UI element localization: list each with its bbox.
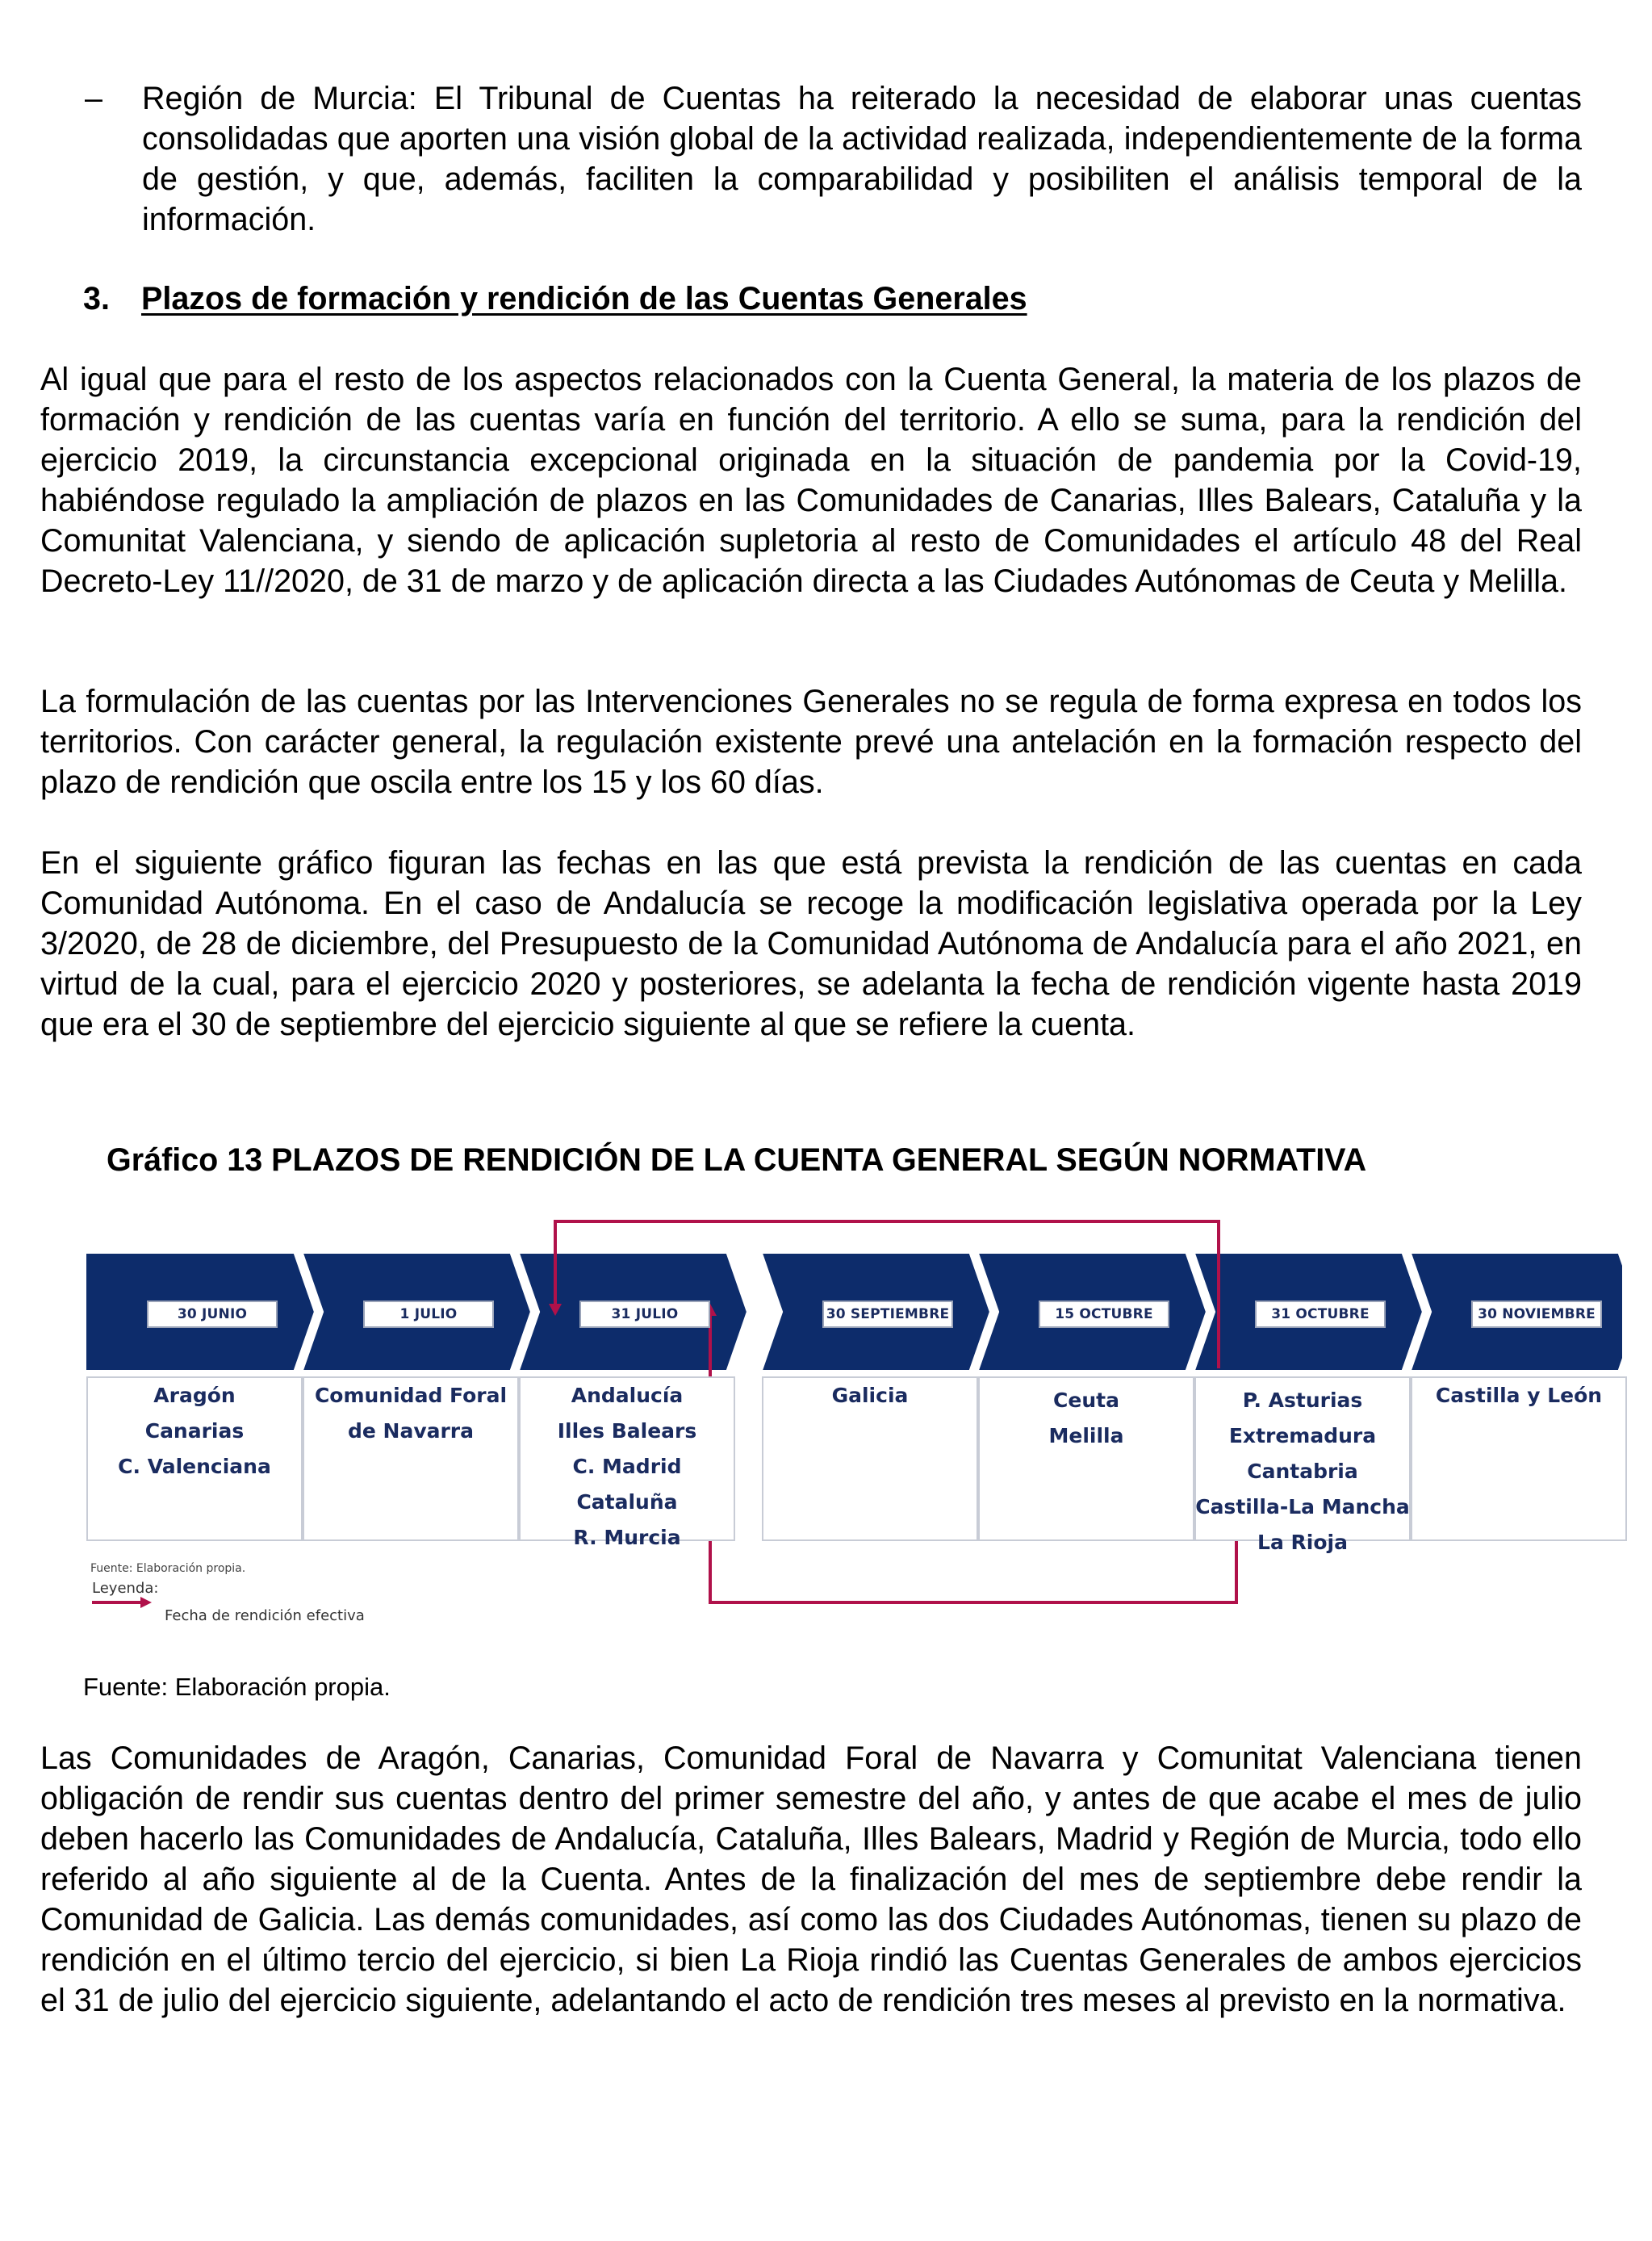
region-item: Castilla-La Mancha — [1195, 1495, 1410, 1518]
source-caption: Fuente: Elaboración propia. — [83, 1673, 391, 1701]
date-label-3: 31 JULIO — [579, 1301, 710, 1328]
region-list-5 — [978, 1383, 1194, 1454]
date-label-5: 15 OCTUBRE — [1039, 1301, 1169, 1328]
date-label-7: 30 NOVIEMBRE — [1471, 1301, 1602, 1328]
legend-item-label: Fecha de rendición efectiva — [165, 1607, 365, 1624]
region-item: Cantabria — [1247, 1460, 1358, 1483]
paragraph-3: En el siguiente gráfico figuran las fechas en las que está prevista la rendición de las cuentas en cada Comunidad Autónoma. En el caso de Andalucía se recoge la modificación legislativa operada por la Ley 3/2020, de 28 de diciembre, del Presupuesto de la Comunidad Autónoma de Andalucía para el año 2021, en virtud de la cual, para el ejercicio 2020 y posteriores, se adelanta la fecha de rendición vigente hasta 2019 que era el 30 de septiembre del ejercicio siguiente al que se refiere la cuenta. — [40, 845, 1582, 1042]
region-item: R. Murcia — [573, 1526, 681, 1549]
region-item: Cataluña — [576, 1490, 678, 1514]
section-title: Plazos de formación y rendición de las Cuentas Generales — [141, 281, 1027, 316]
bullet-paragraph: Región de Murcia: El Tribunal de Cuentas ha reiterado la necesidad de elaborar unas cuentas consolidadas que aporten una visión global de la actividad realizada, independientemente de la forma de gestión, y que, además, faciliten la comparabilidad y posibiliten el análisis temporal de la información. — [142, 81, 1582, 237]
region-item: Ceuta — [1053, 1389, 1119, 1412]
region-list-7 — [1411, 1378, 1627, 1414]
date-label-2: 1 JULIO — [363, 1301, 494, 1328]
region-item: C. Valenciana — [118, 1455, 271, 1478]
paragraph-2: La formulación de las cuentas por las Intervenciones Generales no se regula de forma expresa en todos los territorios. Con carácter general, la regulación existente prevé una antelación en la formación respecto del plazo de rendición que oscila entre los 15 y los 60 días. — [40, 684, 1582, 800]
legend-title: Leyenda: — [92, 1580, 159, 1597]
region-item: Melilla — [1048, 1424, 1124, 1447]
region-list-3 — [519, 1378, 735, 1556]
section-heading — [83, 279, 1027, 319]
section-number: 3. — [83, 281, 110, 316]
chart-title: Gráfico 13 PLAZOS DE RENDICIÓN DE LA CUENTA GENERAL SEGÚN NORMATIVA — [107, 1142, 1367, 1178]
chart-inner-source: Fuente: Elaboración propia. — [90, 1562, 246, 1575]
region-item: de Navarra — [347, 1419, 475, 1443]
region-list-2 — [303, 1378, 519, 1449]
paragraph-4: Las Comunidades de Aragón, Canarias, Comunidad Foral de Navarra y Comunitat Valenciana tienen obligación de rendir sus cuentas dentro del primer semestre del año, y antes de que acabe el mes de julio deben hacerlo las Comunidades de Andalucía, Cataluña, Illes Balears, Madrid y Región de Murcia, todo ello referido al año siguiente al de la Cuenta. Antes de la finalización del mes de septiembre debe rendir la Comunidad de Galicia. Las demás comunidades, así como las dos Ciudades Autónomas, tienen su plazo de rendición en el último tercio del ejercicio, si bien La Rioja rindió las Cuentas Generales de ambos ejercicios el 31 de julio del ejercicio siguiente, adelantando el acto de rendición tres meses al previsto en la normativa. — [40, 1740, 1582, 2018]
region-list-1 — [86, 1378, 303, 1485]
region-list-6 — [1194, 1383, 1411, 1560]
region-item: Castilla y León — [1435, 1384, 1603, 1407]
region-item: Aragón — [153, 1384, 236, 1407]
region-item: Illes Balears — [557, 1419, 697, 1443]
region-item: La Rioja — [1257, 1531, 1348, 1554]
region-item: Andalucía — [571, 1384, 684, 1407]
region-list-4 — [762, 1378, 978, 1414]
region-item: Canarias — [144, 1419, 245, 1443]
date-label-1: 30 JUNIO — [147, 1301, 278, 1328]
region-item: Extremadura — [1228, 1424, 1377, 1447]
region-item: P. Asturias — [1242, 1389, 1363, 1412]
timeline-chart — [81, 1207, 1622, 1659]
date-label-6: 31 OCTUBRE — [1255, 1301, 1386, 1328]
bullet-dash: – — [85, 81, 102, 116]
region-item: Galicia — [831, 1384, 909, 1407]
legend-arrowhead — [140, 1597, 152, 1608]
region-item: C. Madrid — [572, 1455, 682, 1478]
paragraph-1: Al igual que para el resto de los aspectos relacionados con la Cuenta General, la materia de los plazos de formación y rendición de las cuentas varía en función del territorio. A ello se suma, para la rendición del ejercicio 2019, la circunstancia excepcional originada en la situación de pandemia por la Covid-19, habiéndose regulado la ampliación de plazos en las Comunidades de Canarias, Illes Balears, Cataluña y la Comunitat Valenciana, y siendo de aplicación supletoria al resto de Comunidades el artículo 48 del Real Decreto-Ley 11//2020, de 31 de marzo y de aplicación directa a las Ciudades Autónomas de Ceuta y Melilla. — [40, 362, 1582, 599]
date-label-4: 30 SEPTIEMBRE — [822, 1301, 953, 1328]
region-item: Comunidad Foral — [314, 1384, 508, 1407]
